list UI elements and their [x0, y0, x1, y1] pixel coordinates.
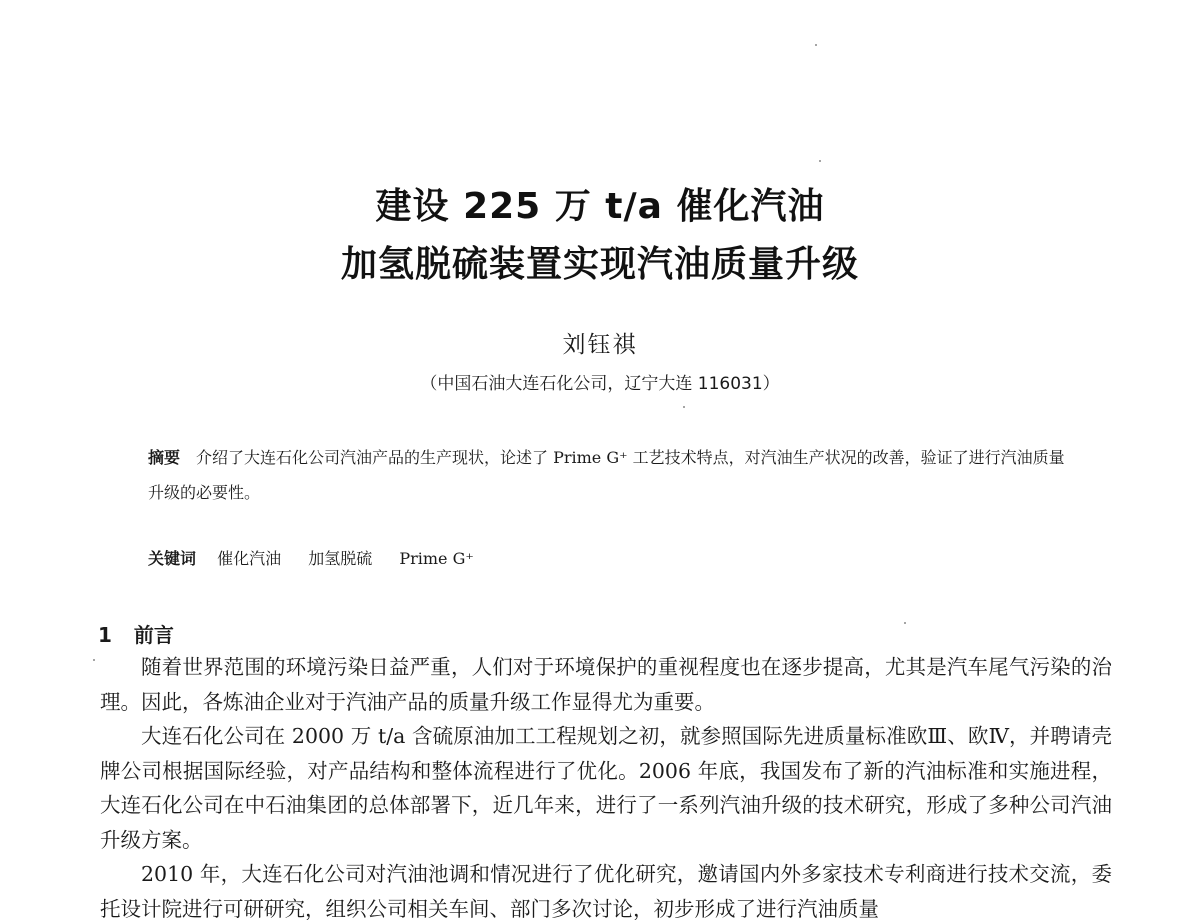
scan-speck: [93, 659, 95, 661]
abstract: [148, 440, 1078, 510]
keywords: [148, 546, 496, 569]
author-affiliation: （中国石油大连石化公司，辽宁大连 116031）: [420, 374, 780, 394]
section-title: 前言: [133, 623, 174, 647]
abstract-text: 介绍了大连石化公司汽油产品的生产现状，论述了 Prime G⁺ 工艺技术特点，对汽油生产状况的改善，验证了进行汽油质量升级的必要性。: [148, 448, 1065, 502]
section-body: [100, 650, 1112, 920]
abstract-label: 摘要: [148, 448, 181, 467]
title-line-2: 加氢脱硫装置实现汽油质量升级: [340, 244, 859, 285]
scan-speck: [904, 622, 906, 624]
section-number: 1: [98, 623, 112, 647]
body-paragraph: 2010 年，大连石化公司对汽油池调和情况进行了优化研究，邀请国内外多家技术专利商进行技术交流，委托设计院进行可研研究，组织公司相关车间、部门多次讨论，初步形成了进行汽油质量: [100, 862, 1112, 920]
title-line-1: 建设 225 万 t/a 催化汽油: [375, 186, 825, 227]
keywords-label: 关键词: [148, 549, 197, 568]
scan-speck: [815, 44, 817, 46]
body-paragraph: 大连石化公司在 2000 万 t/a 含硫原油加工工程规划之初，就参照国际先进质量标准欧Ⅲ、欧Ⅳ，并聘请壳牌公司根据国际经验，对产品结构和整体流程进行了优化。2006 年底，我国发布了新的汽油标准和实施进程，大连石化公司在中石油集团的总体部署下，近几年来，进行了一系列汽油升级的技术研究，形成了多种公司汽油升级方案。: [100, 724, 1112, 852]
section-heading: [98, 619, 174, 648]
keyword-item: 催化汽油: [217, 549, 282, 568]
scan-speck: [819, 160, 821, 162]
scan-speck: [683, 406, 685, 408]
author-name: 刘钰祺: [562, 332, 638, 358]
keyword-item: Prime G⁺: [399, 549, 474, 568]
keyword-item: 加氢脱硫: [308, 549, 373, 568]
body-paragraph: 随着世界范围的环境污染日益严重，人们对于环境保护的重视程度也在逐步提高，尤其是汽车尾气污染的治理。因此，各炼油企业对于汽油产品的质量升级工作显得尤为重要。: [100, 655, 1112, 714]
